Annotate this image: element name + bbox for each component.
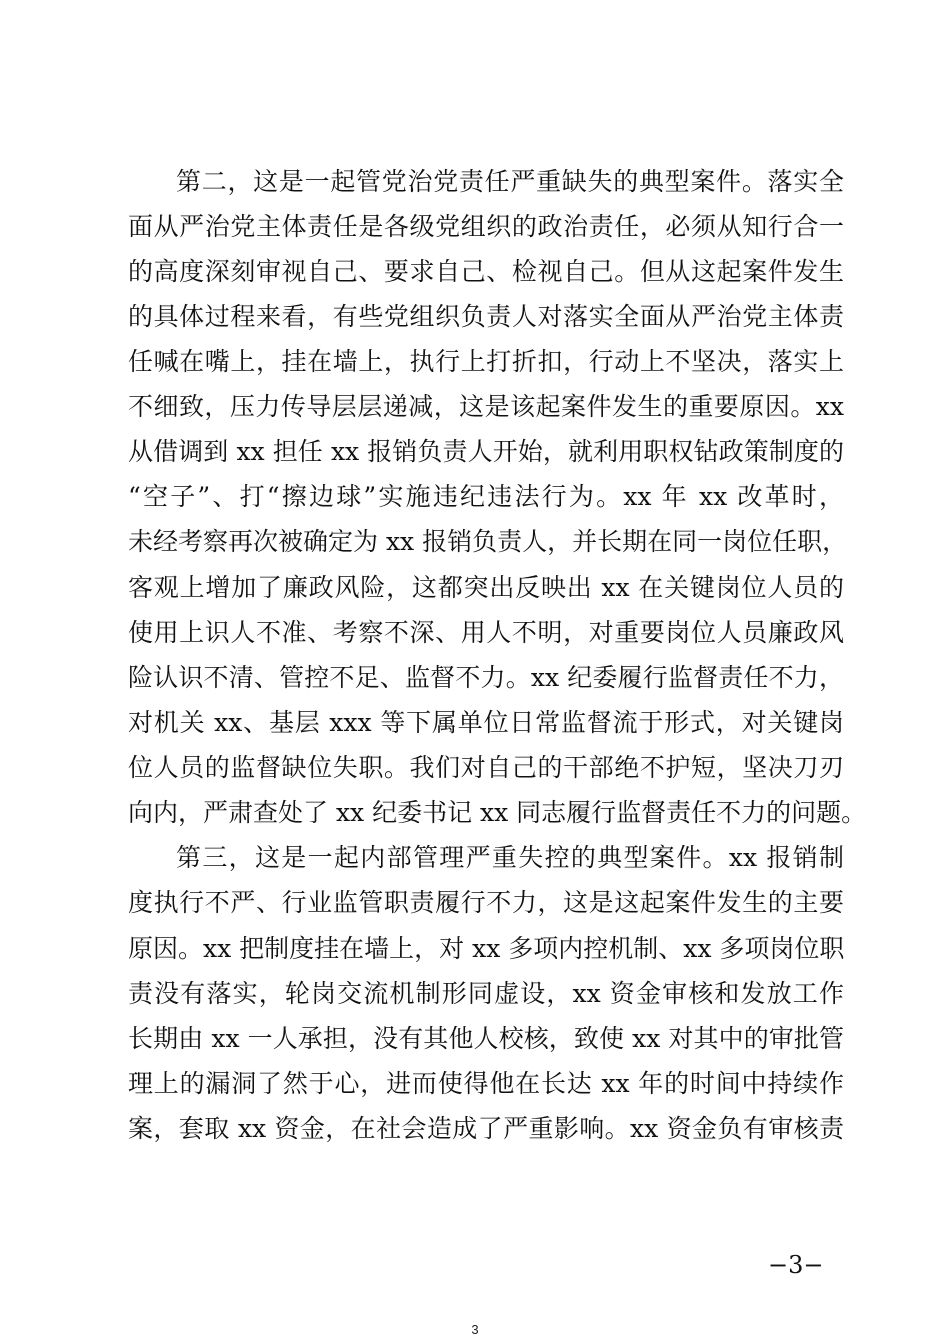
- paragraph-2-line-2: 度执行不严、行业监管职责履行不力，这是这起案件发生的主要: [128, 888, 844, 917]
- paragraph-1-line-13: 对机关 xx、基层 xxx 等下属单位日常监督流于形式，对关键岗: [128, 708, 844, 737]
- paragraph-1-line-4: 的具体过程来看，有些党组织负责人对落实全面从严治党主体责: [128, 302, 844, 331]
- paragraph-1-line-5: 任喊在嘴上，挂在墙上，执行上打折扣，行动上不坚决，落实上: [128, 347, 844, 376]
- paragraph-1-line-9: 未经考察再次被确定为 xx 报销负责人，并长期在同一岗位任职，: [128, 527, 848, 556]
- paragraph-1-line-1: 第二，这是一起管党治党责任严重缺失的典型案件。落实全: [176, 167, 844, 196]
- paragraph-1-line-8: “空子”、打“擦边球”实施违纪违法行为。xx 年 xx 改革时，: [128, 482, 844, 511]
- paragraph-2-line-1: 第三，这是一起内部管理严重失控的典型案件。xx 报销制: [176, 843, 844, 872]
- page-number: −3−: [768, 1251, 824, 1279]
- paragraph-1-line-6: 不细致，压力传导层层递减，这是该起案件发生的重要原因。xx: [128, 392, 844, 421]
- paragraph-2-line-6: 理上的漏洞了然于心，进而使得他在长达 xx 年的时间中持续作: [128, 1069, 844, 1098]
- footer-page-indicator: 3: [471, 1322, 479, 1337]
- paragraph-1-line-11: 使用上识人不准、考察不深、用人不明，对重要岗位人员廉政风: [128, 618, 844, 647]
- paragraph-1-line-15: 向内，严肃查处了 xx 纪委书记 xx 同志履行监督责任不力的问题。: [128, 798, 867, 827]
- paragraph-2-line-3: 原因。xx 把制度挂在墙上，对 xx 多项内控机制、xx 多项岗位职: [128, 934, 845, 963]
- paragraph-2-line-4: 责没有落实，轮岗交流机制形同虚设，xx 资金审核和发放工作: [128, 979, 844, 1008]
- paragraph-2-line-5: 长期由 xx 一人承担，没有其他人校核，致使 xx 对其中的审批管: [128, 1024, 844, 1053]
- paragraph-1-line-7: 从借调到 xx 担任 xx 报销负责人开始，就利用职权钻政策制度的: [128, 437, 844, 466]
- paragraph-1-line-14: 位人员的监督缺位失职。我们对自己的干部绝不护短，坚决刀刃: [128, 753, 844, 782]
- paragraph-1-line-3: 的高度深刻审视自己、要求自己、检视自己。但从这起案件发生: [128, 257, 844, 286]
- paragraph-2-line-7: 案，套取 xx 资金，在社会造成了严重影响。xx 资金负有审核责: [128, 1114, 844, 1143]
- paragraph-1-line-12: 险认识不清、管控不足、监督不力。xx 纪委履行监督责任不力，: [128, 663, 844, 692]
- paragraph-1-line-2: 面从严治党主体责任是各级党组织的政治责任，必须从知行合一: [128, 212, 844, 241]
- paragraph-1-line-10: 客观上增加了廉政风险，这都突出反映出 xx 在关键岗位人员的: [128, 573, 844, 602]
